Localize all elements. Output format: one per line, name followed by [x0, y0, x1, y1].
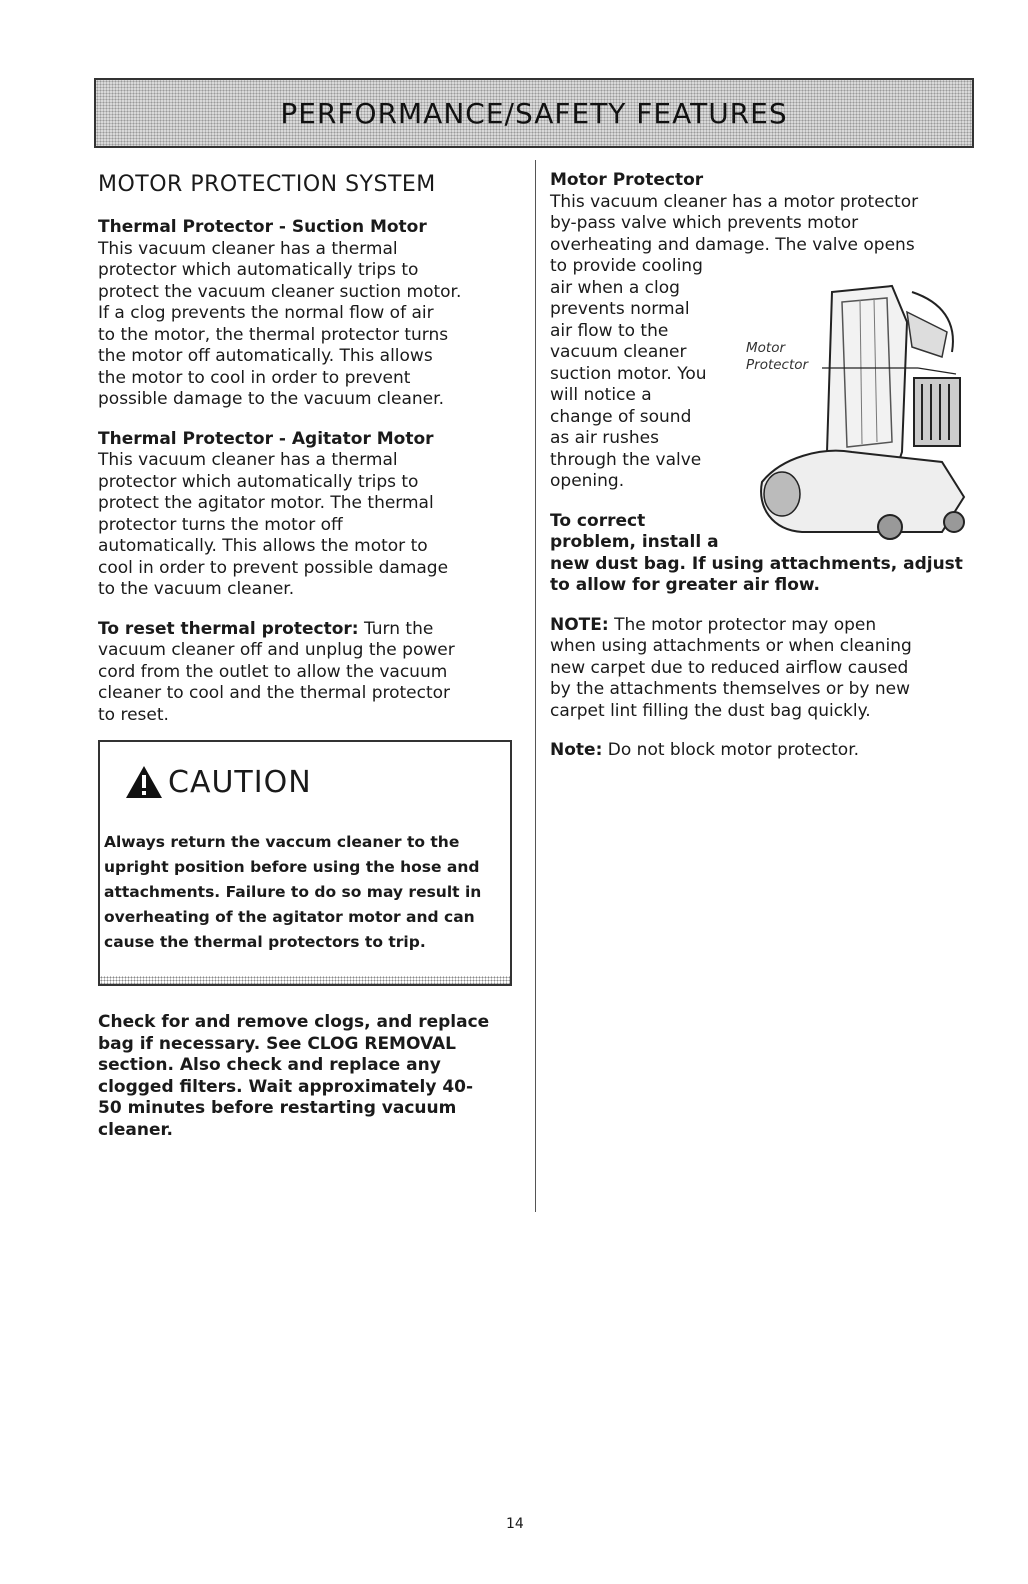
reset-paragraph-first [98, 619, 514, 641]
note-line: by the attachments themselves or by new [550, 679, 911, 699]
correct-line: problem, install a [550, 532, 719, 552]
motor-protector-line: prevents normal [550, 299, 690, 319]
reset-line: vacuum cleaner off and unplug the power [98, 640, 455, 660]
motor-protector-line: air flow to the [550, 320, 669, 341]
caution-box [98, 740, 512, 986]
note-line: carpet lint filling the dust bag quickly. [550, 700, 871, 721]
thermal-suction-line: If a clog prevents the normal flow of air [98, 303, 434, 323]
correct-line: to allow for greater air flow. [550, 575, 820, 595]
motor-protector-line: to provide cooling [550, 256, 703, 276]
vacuum-motor-protector-illustration [742, 282, 974, 550]
reset-line: to reset. [98, 704, 169, 725]
left-column [98, 172, 514, 726]
figure-label [746, 340, 808, 374]
thermal-agitator-line: protector which automatically trips to [98, 471, 419, 492]
figure-label-line: Protector [746, 357, 809, 373]
thermal-agitator-line: to the vacuum cleaner. [98, 579, 295, 599]
check-line: bag if necessary. See CLOG REMOVAL [98, 1033, 456, 1054]
check-line: section. Also check and replace any [98, 1055, 441, 1075]
motor-protector-line: air when a clog [550, 277, 680, 298]
thermal-agitator-line: protector turns the motor off [98, 514, 343, 535]
check-line: clogged filters. Wait approximately 40- [98, 1076, 474, 1097]
caution-line: overheating of the agitator motor and can [104, 908, 475, 926]
thermal-agitator-heading: Thermal Protector - Agitator Motor [98, 428, 434, 449]
thermal-suction-heading: Thermal Protector - Suction Motor [98, 217, 427, 237]
caution-line: attachments. Failure to do so may result in [104, 883, 482, 901]
caution-line: Always return the vaccum cleaner to the [104, 833, 460, 851]
note2-rest: Do not block motor protector. [602, 740, 860, 760]
motor-protector-line: overheating and damage. The valve opens [550, 234, 915, 255]
check-line: Check for and remove clogs, and replace [98, 1012, 490, 1032]
section-banner [94, 78, 974, 148]
thermal-agitator-line: This vacuum cleaner has a thermal [98, 450, 398, 470]
thermal-suction-line: to the motor, the thermal protector turns [98, 324, 449, 345]
reset-first-rest: Turn the [358, 618, 434, 639]
warning-triangle-icon [124, 764, 164, 800]
motor-protector-line: through the valve [550, 449, 702, 470]
motor-protector-line: will notice a [550, 385, 652, 405]
thermal-suction-line: the motor off automatically. This allows [98, 346, 433, 366]
note-line: new carpet due to reduced airflow caused [550, 657, 909, 678]
reset-line: cleaner to cool and the thermal protector [98, 683, 451, 703]
page-number: 14 [506, 1516, 524, 1532]
motor-protector-line: by-pass valve which prevents motor [550, 213, 859, 233]
check-paragraph [98, 1012, 518, 1141]
check-line: cleaner. [98, 1119, 173, 1140]
figure-label-line: Motor [746, 340, 786, 356]
thermal-suction-line: protector which automatically trips to [98, 260, 419, 280]
check-line: 50 minutes before restarting vacuum [98, 1098, 457, 1118]
banner-title: PERFORMANCE/SAFETY FEATURES [280, 96, 788, 130]
caution-title: CAUTION [168, 764, 312, 800]
motor-protector-line: change of sound [550, 406, 692, 427]
motor-protector-line: suction motor. You [550, 363, 707, 384]
caution-line: cause the thermal protectors to trip. [104, 933, 426, 951]
reset-line: cord from the outlet to allow the vacuum [98, 661, 448, 682]
motor-protector-line: opening. [550, 471, 625, 491]
caution-text [100, 830, 508, 955]
thermal-suction-line: the motor to cool in order to prevent [98, 367, 411, 388]
motor-protector-line: This vacuum cleaner has a motor protector [550, 191, 919, 212]
reset-lead: To reset thermal protector: [98, 618, 359, 639]
thermal-agitator-line: cool in order to prevent possible damage [98, 557, 449, 578]
caution-footer-band [100, 976, 510, 984]
note-block-paragraph [550, 740, 970, 762]
thermal-agitator-line: automatically. This allows the motor to [98, 536, 428, 556]
correct-line: To correct [550, 510, 646, 531]
thermal-suction-line: This vacuum cleaner has a thermal [98, 238, 398, 259]
motor-protector-heading: Motor Protector [550, 170, 704, 190]
column-divider [535, 160, 536, 1212]
caution-header [124, 764, 312, 800]
caution-line: upright position before using the hose and [104, 858, 480, 876]
section-title: MOTOR PROTECTION SYSTEM [98, 172, 436, 197]
note-paragraph-first [550, 615, 970, 637]
note-lead: NOTE: [550, 614, 609, 635]
note2-lead: Note: [550, 740, 603, 760]
thermal-suction-line: protect the vacuum cleaner suction motor. [98, 281, 462, 302]
thermal-agitator-line: protect the agitator motor. The thermal [98, 493, 434, 513]
motor-protector-line: vacuum cleaner [550, 342, 687, 362]
motor-protector-line: as air rushes [550, 428, 659, 448]
note-line: when using attachments or when cleaning [550, 636, 912, 656]
thermal-suction-line: possible damage to the vacuum cleaner. [98, 389, 444, 409]
correct-line: new dust bag. If using attachments, adjust [550, 553, 963, 574]
note-first-rest: The motor protector may open [608, 614, 877, 635]
